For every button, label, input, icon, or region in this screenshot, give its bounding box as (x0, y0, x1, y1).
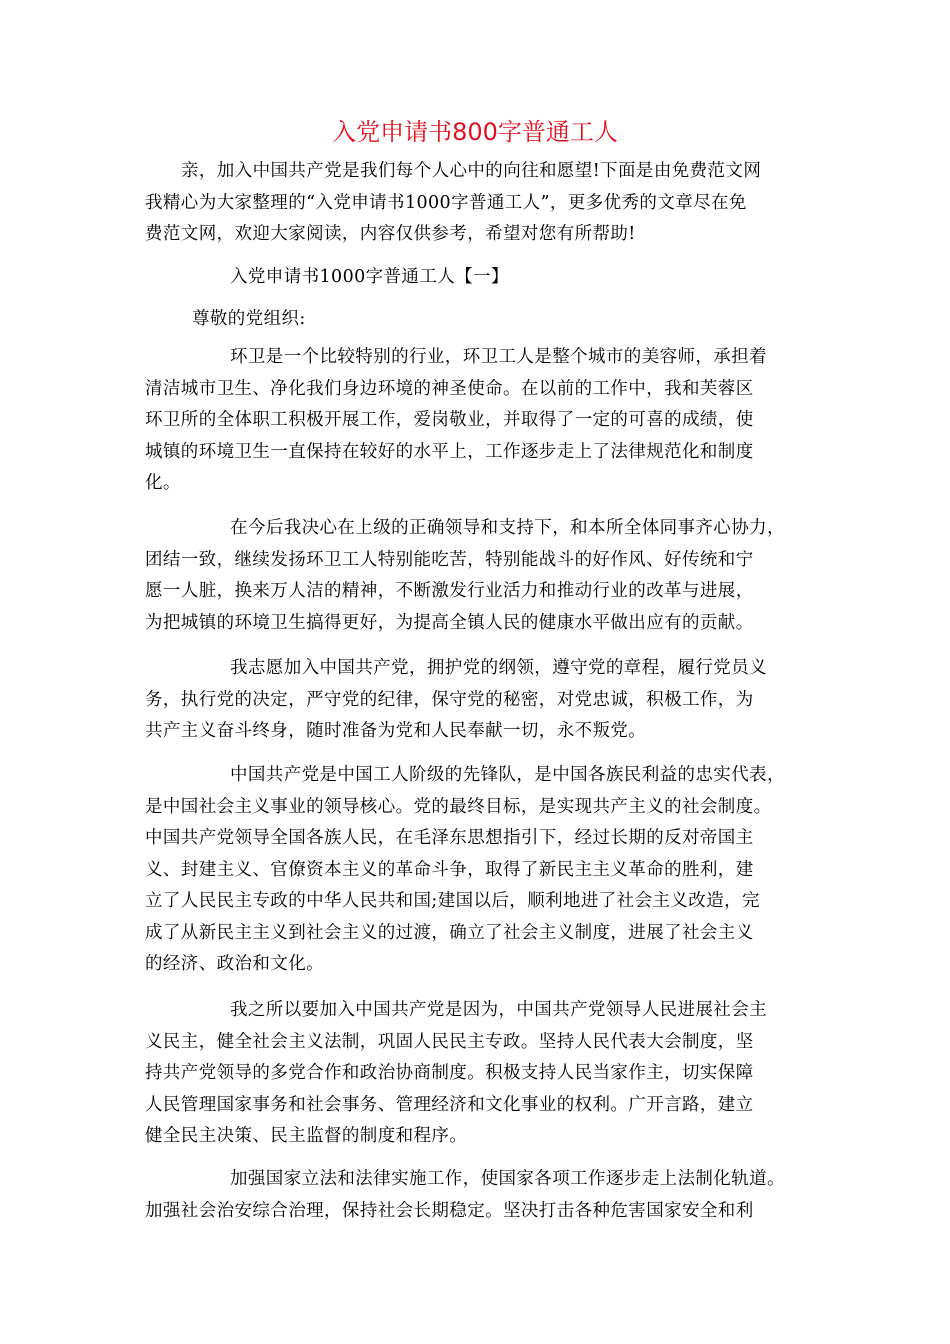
text-line: 义、封建主义、官僚资本主义的革命斗争，取得了新民主主义革命的胜利，建 (145, 859, 754, 880)
text-line: 我志愿加入中国共产党，拥护党的纲领，遵守党的章程，履行党员义 (230, 658, 767, 678)
text-line: 愿一人脏，换来万人洁的精神，不断激发行业活力和推动行业的改革与进展， (145, 581, 754, 601)
text-line: 的经济、政治和文化。 (145, 954, 324, 974)
text-line: 是中国社会主义事业的领导核心。党的最终目标，是实现共产主义的社会制度。 (145, 796, 772, 817)
text-line: 中国共产党是中国工人阶级的先锋队，是中国各族民利益的忠实代表， (230, 765, 785, 785)
section-heading-text: 入党申请书1000字普通工人【一】 (230, 267, 509, 287)
text-line: 亲，加入中国共产党是我们每个人心中的向往和愿望!下面是由免费范文网 (181, 161, 762, 181)
text-line: 我精心为大家整理的“入党申请书1000字普通工人”，更多优秀的文章尽在免 (145, 192, 747, 213)
text-line: 我之所以要加入中国共产党是因为，中国共产党领导人民进展社会主 (230, 1000, 767, 1020)
text-line: 化。 (145, 473, 181, 493)
salutation-text: 尊敬的党组织: (192, 309, 306, 329)
body-paragraph-6 (145, 1164, 815, 1227)
text-line: 义民主，健全社会主义法制，巩固人民民主专政。坚持人民代表大会制度，坚 (145, 1031, 754, 1052)
text-line: 共产主义奋斗终身，随时准备为党和人民奉献一切，永不叛党。 (145, 721, 647, 741)
text-line: 环卫所的全体职工积极开展工作，爱岗敬业，并取得了一定的可喜的成绩，使 (145, 410, 754, 430)
page-title: 入党申请书800字普通工人 (332, 118, 618, 146)
text-line: 环卫是一个比较特别的行业，环卫工人是整个城市的美容师，承担着 (230, 347, 767, 367)
intro-paragraph (145, 156, 815, 251)
text-line: 中国共产党领导全国各族人民，在毛泽东思想指引下，经过长期的反对帝国主 (145, 828, 754, 848)
text-line: 立了人民民主专政的中华人民共和国;建国以后，顺利地进了社会主义改造，完 (145, 891, 760, 911)
text-line: 成了从新民主主义到社会主义的过渡，确立了社会主义制度，进展了社会主义 (145, 922, 754, 943)
salutation (145, 304, 815, 336)
text-line: 健全民主决策、民主监督的制度和程序。 (145, 1126, 468, 1146)
text-line: 在今后我决心在上级的正确领导和支持下，和本所全体同事齐心协力， (230, 518, 785, 538)
body-paragraph-4 (145, 760, 815, 981)
text-line: 加强社会治安综合治理，保持社会长期稳定。坚决打击各种危害国家安全和利 (145, 1200, 754, 1221)
text-line: 持共产党领导的多党合作和政治协商制度。积极支持人民当家作主，切实保障 (145, 1063, 754, 1083)
body-paragraph-3 (145, 653, 815, 748)
text-line: 加强国家立法和法律实施工作，使国家各项工作逐步走上法制化轨道。 (230, 1169, 785, 1189)
text-line: 费范文网，欢迎大家阅读，内容仅供参考，希望对您有所帮助! (145, 224, 636, 244)
text-line: 城镇的环境卫生一直保持在较好的水平上，工作逐步走上了法律规范化和制度 (145, 441, 754, 462)
section-heading (145, 262, 815, 294)
body-paragraph-1 (145, 342, 815, 500)
text-line: 人民管理国家事务和社会事务、管理经济和文化事业的权利。广开言路，建立 (145, 1094, 754, 1115)
text-line: 为把城镇的环境卫生搞得更好，为提高全镇人民的健康水平做出应有的贡献。 (145, 612, 754, 633)
body-paragraph-2 (145, 513, 815, 639)
body-paragraph-5 (145, 995, 815, 1153)
text-line: 清洁城市卫生、净化我们身边环境的神圣使命。在以前的工作中，我和芙蓉区 (145, 378, 754, 399)
text-line: 团结一致，继续发扬环卫工人特别能吃苦，特别能战斗的好作风、好传统和宁 (145, 549, 754, 570)
text-line: 务，执行党的决定，严守党的纪律，保守党的秘密，对党忠诚，积极工作，为 (145, 689, 754, 710)
